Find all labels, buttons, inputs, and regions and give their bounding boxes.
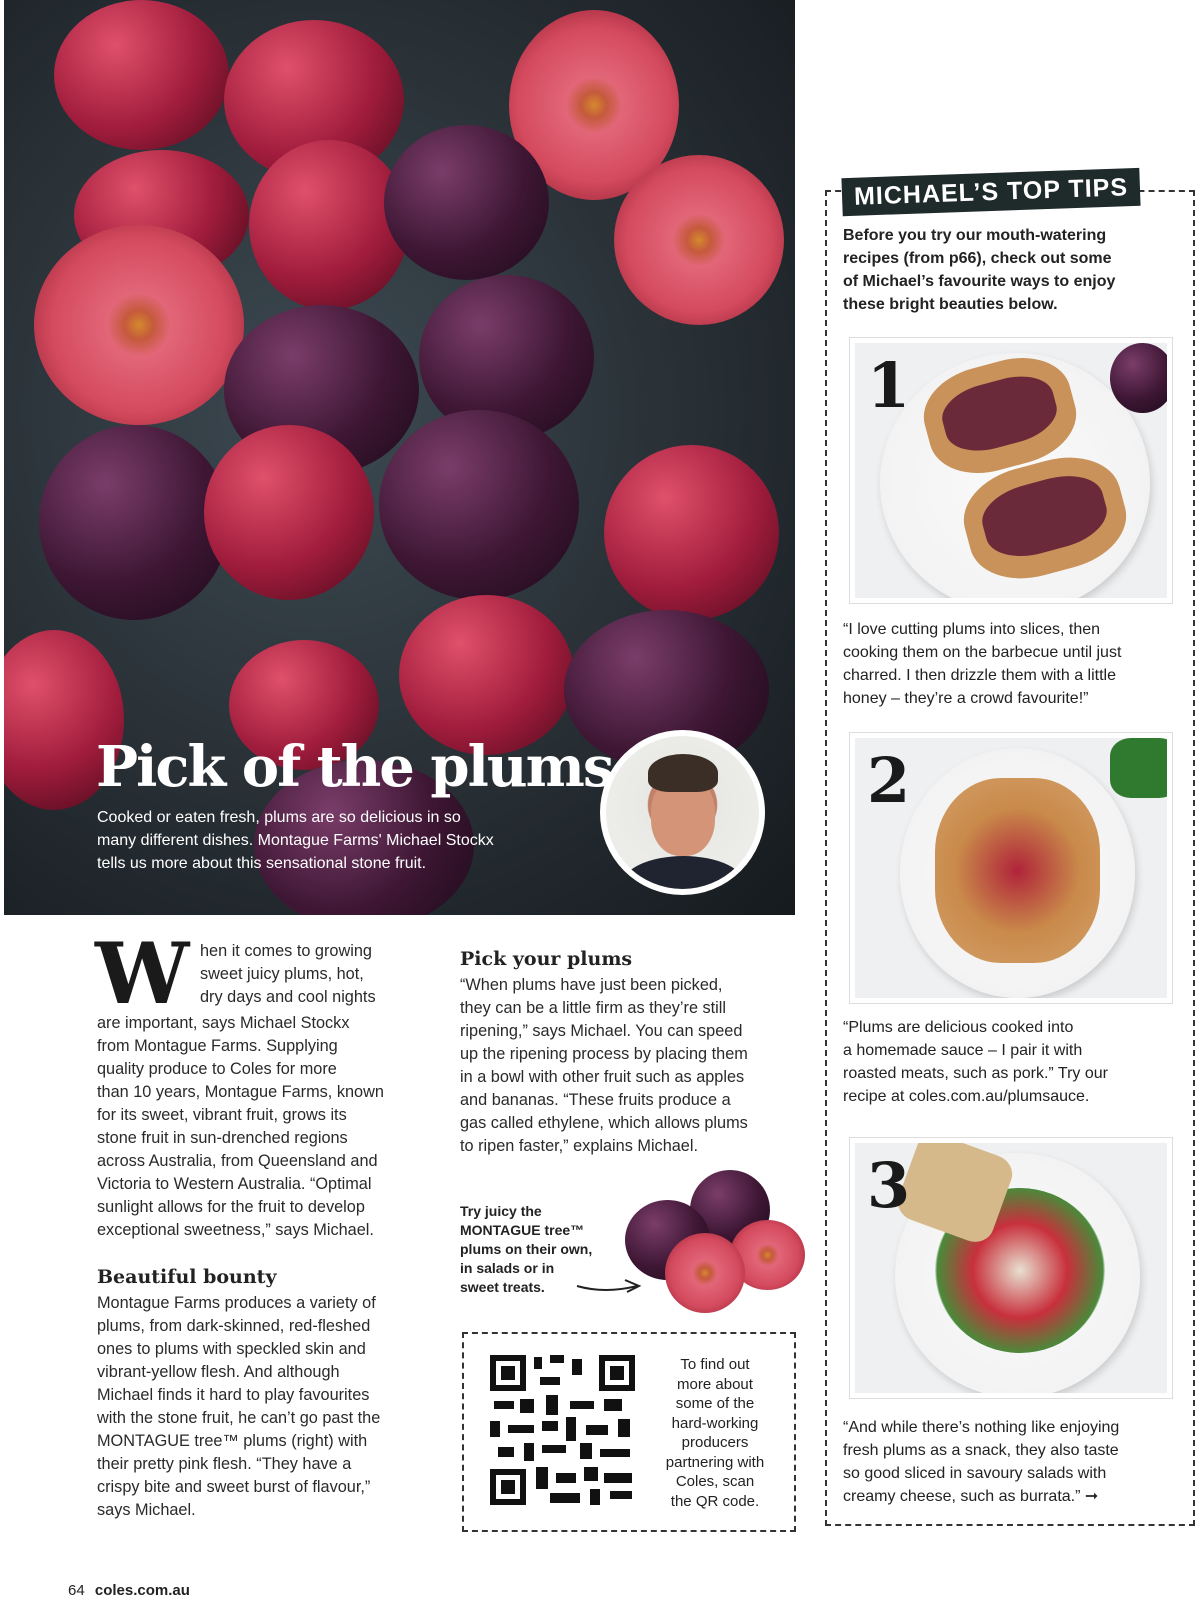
- tip-1-text: “I love cutting plums into slices, then cooking them on the barbecue until just charred. I then drizzle them with a little honey – they’re a crowd favourite!”: [843, 621, 1122, 707]
- tips-intro: Before you try our mouth-watering recipes (from p66), check out some of Michael’s favourite ways to enjoy these bright beauties below.: [843, 227, 1116, 313]
- tip-number: 3: [867, 1149, 911, 1222]
- page-number: 64: [68, 1582, 85, 1599]
- intro-text: are important, says Michael Stockx from Montague Farms. Supplying quality produce to Coles for more than 10 years, Montague Farms, known for its sweet, vibrant fruit, grows its stone fruit in sun-drenched regions across Australia, from Queensland and Victoria to Western Australia. “Optimal sunlight allows for the fruit to develop exceptional sweetness,” says Michael.: [97, 1014, 384, 1239]
- qr-code[interactable]: [490, 1355, 635, 1505]
- article-subtitle: Cooked or eaten fresh, plums are so delicious in so many different dishes. Montague Farms' Michael Stockx tells us more about this sensational stone fruit.: [97, 809, 494, 872]
- tip-number: 2: [867, 744, 911, 817]
- footer: [68, 1582, 190, 1600]
- tip-3-photo: [850, 1138, 1172, 1398]
- tips-heading: MICHAEL’S TOP TIPS: [841, 168, 1140, 216]
- tip-number: 1: [867, 349, 911, 422]
- bounty-heading: Beautiful bounty: [97, 1266, 277, 1288]
- bounty-text: Montague Farms produces a variety of plums, from dark-skinned, red-fleshed ones to plums with speckled skin and vibrant-yellow flesh. And although Michael finds it hard to play favourites with the stone fruit, he can’t go past the MONTAGUE tree™ plums (right) with their pretty pink flesh. “They have a crispy bite and sweet burst of flavour,” says Michael.: [97, 1294, 381, 1519]
- tip-1-photo: [850, 338, 1172, 603]
- michael-stockx-avatar: [600, 730, 765, 895]
- tip-2-photo: [850, 733, 1172, 1003]
- tip-3-text: “And while there’s nothing like enjoying fresh plums as a snack, they also taste so good sliced in savoury salads with creamy cheese, such as burrata.” ➞: [843, 1419, 1120, 1505]
- tip-2-text: “Plums are delicious cooked into a homemade sauce – I pair it with roasted meats, such as pork.” Try our recipe at coles.com.au/plumsauce.: [843, 1019, 1108, 1105]
- drop-cap: W: [95, 924, 190, 1023]
- pick-heading: Pick your plums: [460, 948, 633, 970]
- intro-lead-text: hen it comes to growing sweet juicy plums, hot, dry days and cool nights: [200, 942, 376, 1006]
- product-caption: Try juicy the MONTAGUE tree™ plums on their own, in salads or in sweet treats.: [460, 1203, 593, 1295]
- article-title: Pick of the plums: [96, 734, 613, 800]
- qr-instructions: To find out more about some of the hard-working producers partnering with Coles, scan the QR code.: [665, 1356, 765, 1510]
- pick-text: “When plums have just been picked, they can be a little firm as they’re still ripening,” says Michael. You can speed up the ripening process by placing them in a bowl with other fruit such as apples and bananas. “These fruits produce a gas called ethylene, which allows plums to ripen faster,” explains Michael.: [460, 976, 748, 1155]
- montague-plums-photo: [625, 1170, 815, 1315]
- footer-site: coles.com.au: [94, 1582, 190, 1599]
